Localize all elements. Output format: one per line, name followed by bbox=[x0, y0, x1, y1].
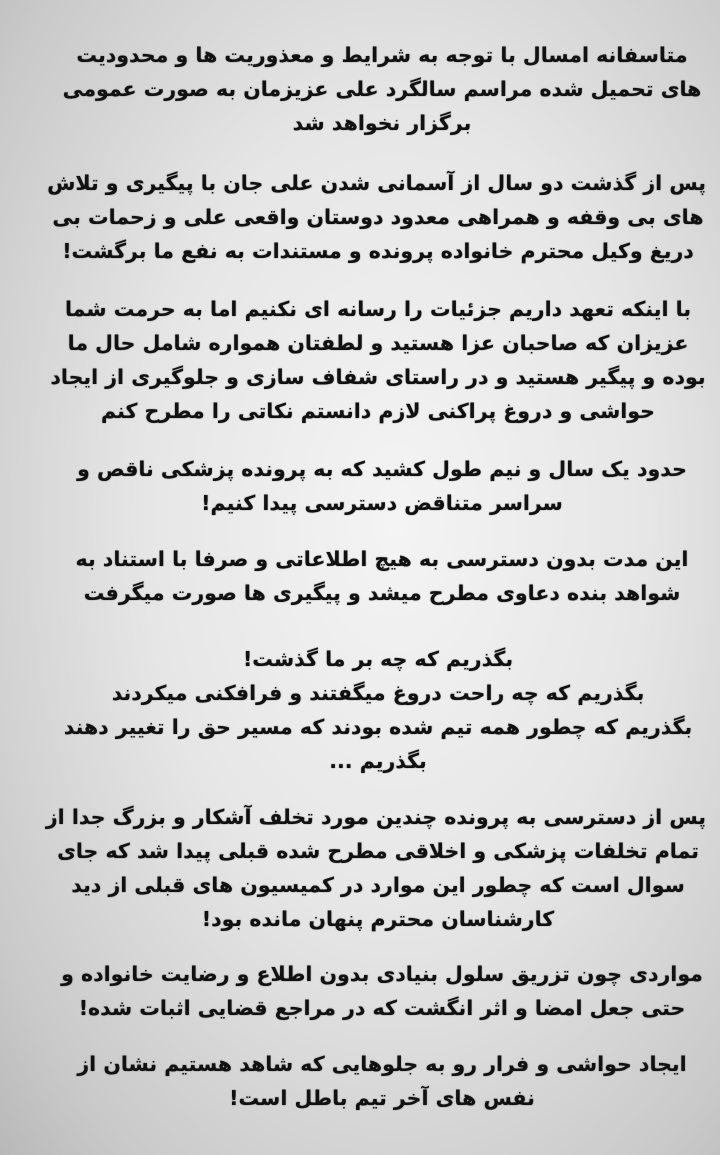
text-line: پس از دسترسی به پرونده چندین مورد تخلف آشکار و بزرگ جدا از bbox=[45, 805, 706, 829]
text-line: حواشی و دروغ پراکنی لازم دانستم نکاتی را مطرح کنم bbox=[101, 399, 655, 423]
paragraph-transparency bbox=[50, 292, 706, 428]
text-line: ایجاد حواشی و فرار رو به جلوهایی که شاهد هستیم نشان از bbox=[77, 1052, 687, 1076]
paragraph-let-us-pass bbox=[50, 642, 706, 778]
text-line: دریغ وکیل محترم خانواده پرونده و مستندات به نفع ما برگشت! bbox=[62, 239, 694, 263]
text-line: پس از گذشت دو سال از آسمانی شدن علی جان با پیگیری و تلاش bbox=[47, 171, 706, 195]
text-line: نفس های آخر تیم باطل است! bbox=[229, 1086, 535, 1110]
text-line: برگزار نخواهد شد bbox=[292, 111, 472, 135]
text-line: تمام تخلفات پزشکی و اخلاقی مطرح شده قبلی پیدا شد که جای bbox=[57, 839, 699, 863]
paragraph-stem-cell-injection bbox=[58, 957, 706, 1025]
text-line: کارشناسان محترم پنهان مانده بود! bbox=[201, 907, 555, 931]
paragraph-case-returned bbox=[47, 166, 706, 268]
text-line: بگذریم که چه بر ما گذشت! bbox=[242, 647, 514, 671]
text-line: شواهد بنده دعاوی مطرح میشد و پیگیری ها صورت میگرفت bbox=[83, 581, 681, 605]
text-line: متاسفانه امسال با توجه به شرایط و معذوریت ها و محدودیت bbox=[76, 43, 688, 67]
text-line: حتی جعل امضا و اثر انگشت که در مراجع قضایی اثبات شده! bbox=[78, 996, 686, 1020]
text-line: بگذریم که چه راحت دروغ میگفتند و فرافکنی میکردند bbox=[111, 681, 645, 705]
paragraph-ceremony-cancelled bbox=[58, 38, 706, 140]
paragraph-closing bbox=[58, 1047, 706, 1115]
text-line: بوده و پیگیر هستید و در راستای شفاف سازی و جلوگیری از ایجاد bbox=[50, 365, 706, 389]
text-line: با اینکه تعهد داریم جزئیات را رسانه ای نکنیم اما به حرمت شما bbox=[64, 297, 692, 321]
text-line: سوال است که چطور این موارد در کمیسیون های قبلی از دید bbox=[71, 873, 685, 897]
text-line: بگذریم ... bbox=[329, 749, 427, 773]
text-line: حدود یک سال و نیم طول کشید که به پرونده پزشکی ناقص و bbox=[77, 457, 687, 481]
paragraph-violations-found bbox=[45, 800, 706, 936]
paragraph-without-access bbox=[58, 542, 706, 610]
text-line: عزیزان که صاحبان عزا هستید و لطفتان همواره شامل حال ما bbox=[67, 331, 689, 355]
text-line: این مدت بدون دسترسی به هیچ اطلاعاتی و صرفا با استناد به bbox=[75, 547, 689, 571]
text-line: مواردی چون تزریق سلول بنیادی بدون اطلاع و رضایت خانواده و bbox=[61, 962, 703, 986]
text-line: های بی وقفه و همراهی معدود دوستان واقعی علی و زحمات بی bbox=[52, 205, 704, 229]
text-line: سراسر متناقض دسترسی پیدا کنیم! bbox=[201, 491, 563, 515]
text-line: های تحمیل شده مراسم سالگرد علی عزیزمان به صورت عمومی bbox=[62, 77, 702, 101]
text-line: بگذریم که چطور همه تیم شده بودند که مسیر حق را تغییر دهند bbox=[63, 715, 693, 739]
paragraph-medical-file-access bbox=[58, 452, 706, 520]
